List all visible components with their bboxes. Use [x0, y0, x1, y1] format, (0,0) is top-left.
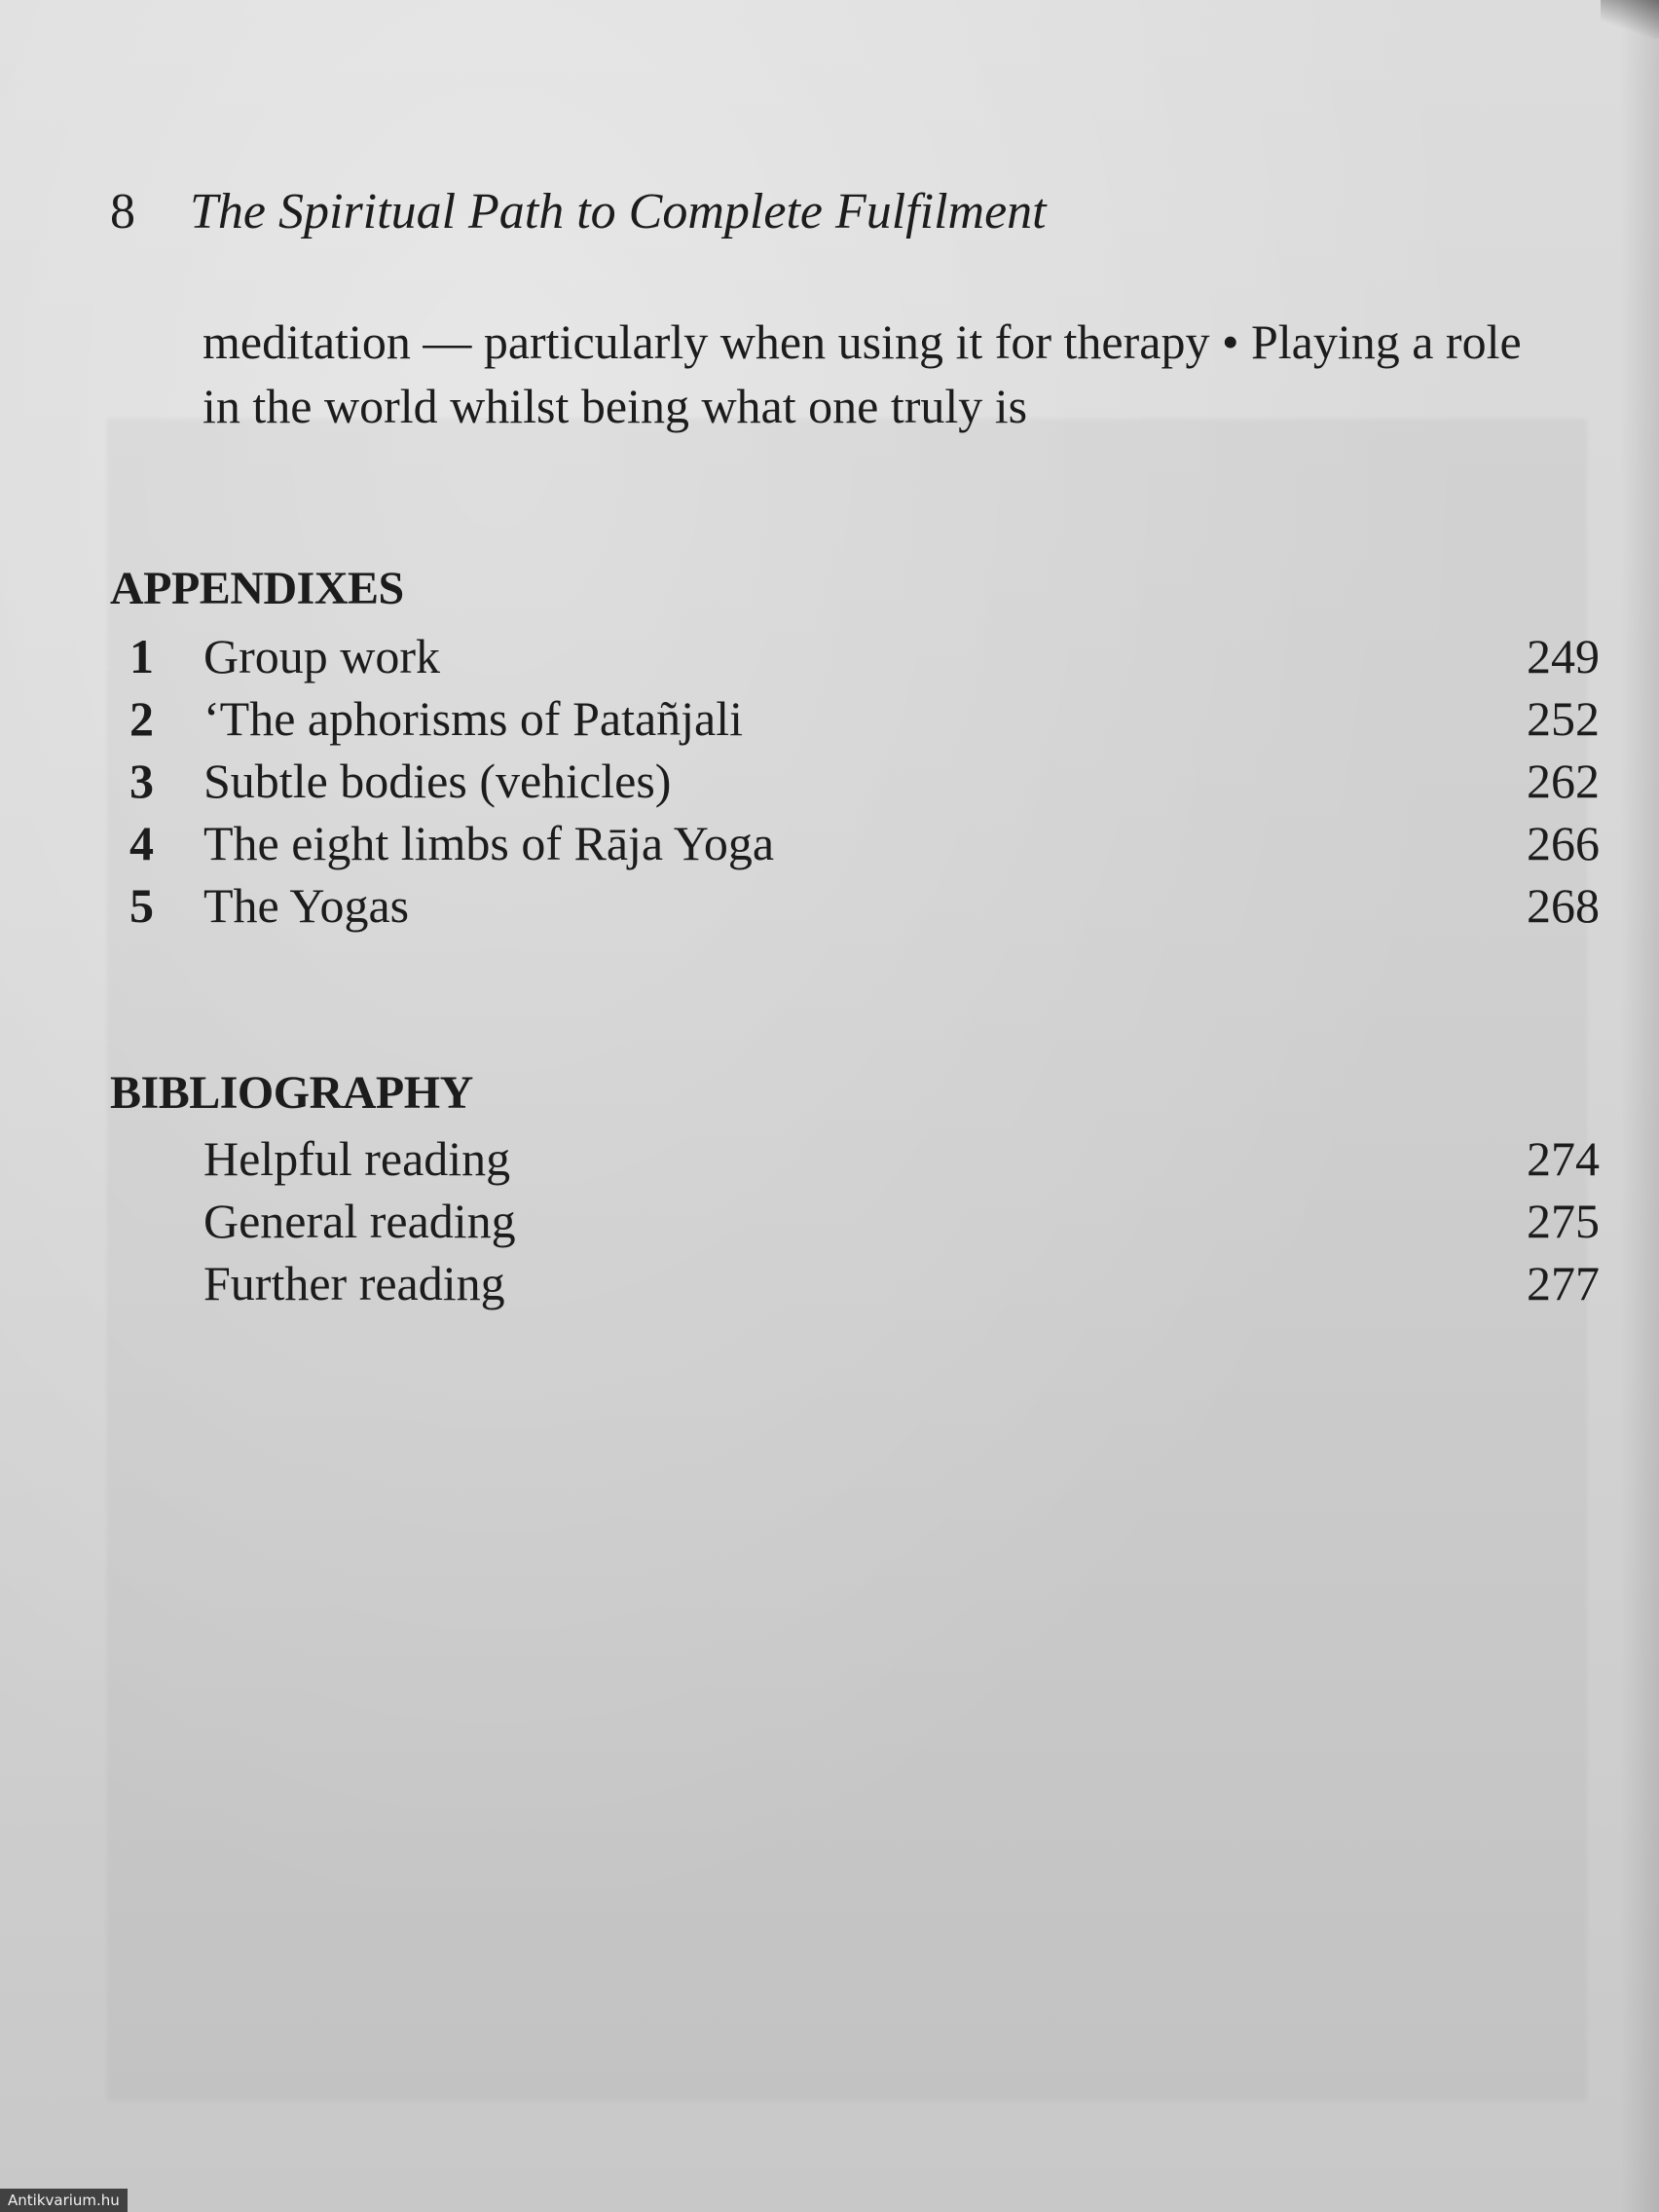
- toc-page: 274: [1527, 1131, 1600, 1186]
- toc-title: Subtle bodies (vehicles): [203, 754, 672, 808]
- toc-row: [110, 1252, 1600, 1314]
- toc-page: 252: [1527, 691, 1600, 746]
- toc-number: 2: [129, 691, 154, 746]
- toc-title: General reading: [203, 1194, 516, 1248]
- watermark-label: Antikvarium.hu: [0, 2189, 128, 2212]
- toc-title: The Yogas: [203, 878, 410, 933]
- page-corner-shadow: [1601, 0, 1659, 39]
- toc-row: [110, 874, 1600, 937]
- appendixes-heading: APPENDIXES: [110, 563, 404, 614]
- continued-entry: [203, 310, 1604, 438]
- bibliography-list: [110, 1127, 1600, 1314]
- toc-title: ‘The aphorisms of Patañjali: [203, 691, 744, 746]
- toc-row: [110, 750, 1600, 812]
- running-head: [110, 183, 1047, 240]
- toc-number: 4: [129, 816, 154, 870]
- book-title: The Spiritual Path to Complete Fulfilment: [190, 184, 1047, 240]
- toc-title: Helpful reading: [203, 1131, 511, 1186]
- page-edge-shadow: [1620, 0, 1659, 2212]
- page-number: 8: [110, 184, 135, 240]
- toc-page: 275: [1527, 1194, 1600, 1248]
- toc-number: 3: [129, 754, 154, 808]
- toc-page: 268: [1527, 878, 1600, 933]
- bibliography-heading: BIBLIOGRAPHY: [110, 1067, 473, 1119]
- continued-line-1: meditation — particularly when using it for therapy • Playing a role: [203, 314, 1522, 369]
- toc-row: [110, 625, 1600, 687]
- toc-page: 262: [1527, 754, 1600, 808]
- continued-line-2: in the world whilst being what one truly is: [203, 379, 1028, 433]
- toc-title: The eight limbs of Rāja Yoga: [203, 816, 775, 870]
- toc-page: 249: [1527, 629, 1600, 683]
- toc-title: Further reading: [203, 1256, 505, 1310]
- toc-page: 266: [1527, 816, 1600, 870]
- appendixes-list: [110, 625, 1600, 937]
- toc-number: 5: [129, 878, 154, 933]
- toc-row: [110, 1190, 1600, 1252]
- toc-row: [110, 687, 1600, 750]
- toc-row: [110, 812, 1600, 874]
- toc-page: 277: [1527, 1256, 1600, 1310]
- toc-title: Group work: [203, 629, 441, 683]
- toc-number: 1: [129, 629, 154, 683]
- toc-row: [110, 1127, 1600, 1190]
